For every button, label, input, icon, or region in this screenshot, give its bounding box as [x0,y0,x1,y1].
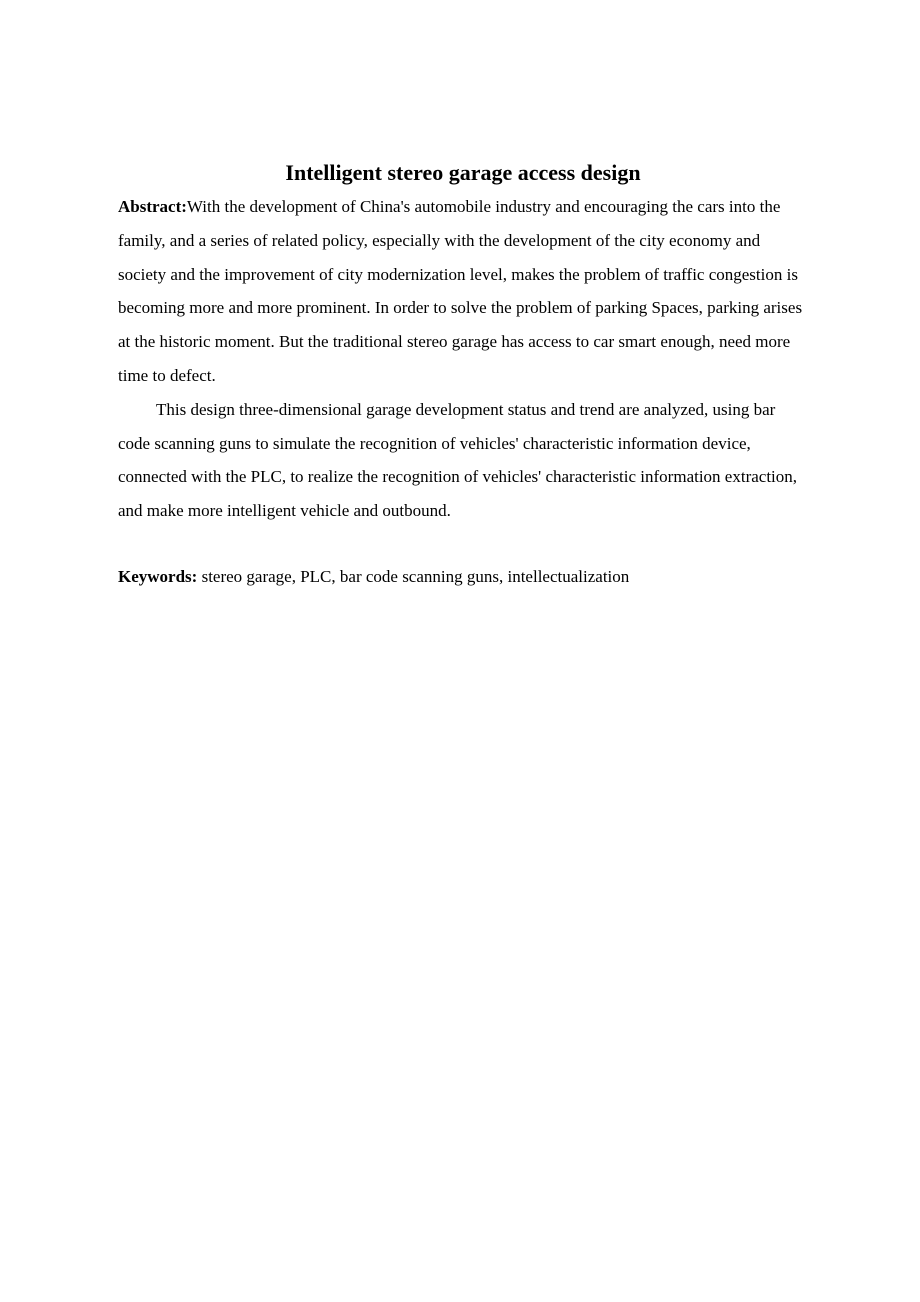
paper-title: Intelligent stereo garage access design [285,160,641,185]
abstract-label: Abstract: [118,197,187,216]
keywords-line [118,560,808,594]
keywords-text: stereo garage, PLC, bar code scanning guns, intellectualization [197,566,630,586]
abstract-text-1: With the development of China's automobile industry and encouraging the cars into the family, and a series of related policy, especially with the development of the city economy and society and the improvement of city modernization level, makes the problem of traffic congestion is becoming more and more prominent. In order to solve the problem of parking Spaces, parking arises at the historic moment. But the traditional stereo garage has access to car smart enough, need more time to defect. [118,197,803,385]
abstract-paragraph-2: This design three-dimensional garage development status and trend are analyzed, using bar code scanning guns to simulate the recognition of vehicles' characteristic information device, connected with the PLC, to realize the recognition of vehicles' characteristic information extraction, and make more intelligent vehicle and outbound. [118,399,798,521]
keywords-label: Keywords: [118,566,198,586]
document-page [118,156,808,594]
abstract-paragraph-1 [118,190,808,393]
